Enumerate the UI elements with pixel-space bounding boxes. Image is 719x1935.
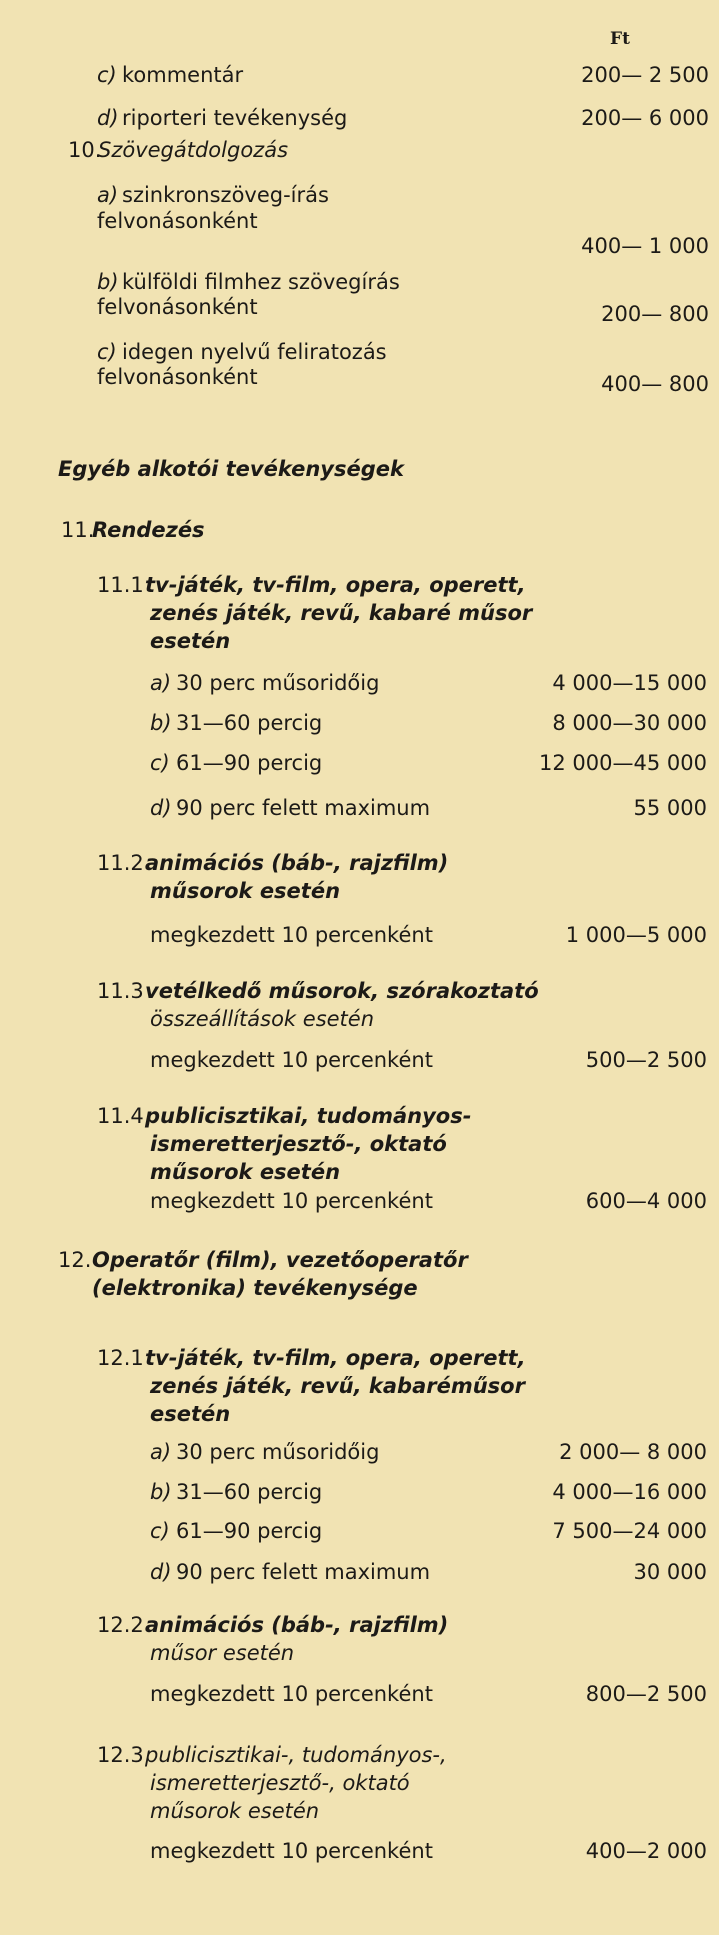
section-number: 11. xyxy=(61,518,95,542)
fee-range: 7 500—24 000 xyxy=(552,1519,707,1543)
subsection-title: esetén xyxy=(150,629,231,653)
fee-range: 2 000— 8 000 xyxy=(559,1440,707,1464)
section-title: Rendezés xyxy=(92,518,205,542)
fee-range: 1 000—5 000 xyxy=(565,923,707,947)
fee-range: 4 000—15 000 xyxy=(552,671,707,695)
subsection-title: zenés játék, revű, kabaréműsor xyxy=(150,1374,525,1398)
fee-range: 200— 800 xyxy=(601,302,709,326)
item-letter: d) xyxy=(150,1560,172,1584)
currency-header: Ft xyxy=(610,29,630,49)
subsection-number: 12.2 xyxy=(97,1613,144,1637)
item-letter: c) xyxy=(97,63,117,87)
subsection-title: műsor esetén xyxy=(150,1641,295,1665)
section-number: 10. xyxy=(68,138,102,162)
item-letter: d) xyxy=(97,106,119,130)
fee-range: 30 000 xyxy=(633,1560,707,1584)
item-text: 61—90 percig xyxy=(176,1519,323,1543)
section-number: 12. xyxy=(58,1248,92,1272)
fee-range: 200— 2 500 xyxy=(581,63,709,87)
item-text: megkezdett 10 percenként xyxy=(150,1682,433,1706)
item-letter: c) xyxy=(150,751,170,775)
fee-range: 12 000—45 000 xyxy=(539,751,707,775)
item-letter: b) xyxy=(150,711,172,735)
subsection-title: animációs (báb-, rajzfilm) xyxy=(145,1613,449,1637)
item-text: felvonásonként xyxy=(97,209,258,233)
item-text: idegen nyelvű feliratozás xyxy=(122,340,387,364)
section-title: Operatőr (film), vezetőoperatőr xyxy=(92,1248,468,1272)
item-letter: c) xyxy=(97,340,117,364)
subsection-title: műsorok esetén xyxy=(150,1799,320,1823)
subsection-number: 12.3 xyxy=(97,1743,144,1767)
fee-range: 200— 6 000 xyxy=(581,106,709,130)
subsection-title: publicisztikai, tudományos- xyxy=(145,1104,472,1128)
item-letter: a) xyxy=(97,183,119,207)
subsection-number: 11.4 xyxy=(97,1104,144,1128)
subsection-title: publicisztikai-, tudományos-, xyxy=(145,1743,447,1767)
subsection-title: tv-játék, tv-film, opera, operett, xyxy=(145,573,526,597)
subsection-title: zenés játék, revű, kabaré műsor xyxy=(150,601,533,625)
subsection-title: műsorok esetén xyxy=(150,1160,341,1184)
fee-range: 800—2 500 xyxy=(585,1682,707,1706)
subsection-number: 11.1 xyxy=(97,573,144,597)
subsection-number: 12.1 xyxy=(97,1346,144,1370)
subsection-title: ismeretterjesztő-, oktató xyxy=(150,1132,447,1156)
item-text: megkezdett 10 percenként xyxy=(150,923,433,947)
subsection-number: 11.3 xyxy=(97,979,144,1003)
item-text: 90 perc felett maximum xyxy=(176,796,431,820)
item-text: 61—90 percig xyxy=(176,751,323,775)
fee-range: 400—2 000 xyxy=(585,1839,707,1863)
subsection-title: vetélkedő műsorok, szórakoztató xyxy=(145,979,539,1003)
item-letter: b) xyxy=(150,1480,172,1504)
fee-range: 8 000—30 000 xyxy=(552,711,707,735)
item-text: 90 perc felett maximum xyxy=(176,1560,431,1584)
item-text: 31—60 percig xyxy=(176,1480,323,1504)
item-text: megkezdett 10 percenként xyxy=(150,1839,433,1863)
item-text: külföldi filmhez szövegírás xyxy=(122,270,400,294)
item-text: 30 perc műsoridőig xyxy=(176,1440,380,1464)
item-letter: a) xyxy=(150,671,172,695)
fee-range: 500—2 500 xyxy=(585,1048,707,1072)
item-text: szinkronszöveg-írás xyxy=(122,183,329,207)
fee-range: 55 000 xyxy=(633,796,707,820)
fee-range: 400— 1 000 xyxy=(581,234,709,258)
section-title: Szövegátdolgozás xyxy=(98,138,289,162)
item-text: megkezdett 10 percenként xyxy=(150,1189,433,1213)
item-letter: d) xyxy=(150,796,172,820)
subsection-title: összeállítások esetén xyxy=(150,1007,375,1031)
item-letter: a) xyxy=(150,1440,172,1464)
item-text: 31—60 percig xyxy=(176,711,323,735)
subsection-title: tv-játék, tv-film, opera, operett, xyxy=(145,1346,526,1370)
item-text: felvonásonként xyxy=(97,365,258,389)
fee-range: 600—4 000 xyxy=(585,1189,707,1213)
item-text: felvonásonként xyxy=(97,295,258,319)
item-text: riporteri tevékenység xyxy=(122,106,348,130)
item-text: megkezdett 10 percenként xyxy=(150,1048,433,1072)
item-text: 30 perc műsoridőig xyxy=(176,671,380,695)
subsection-title: esetén xyxy=(150,1402,231,1426)
item-letter: c) xyxy=(150,1519,170,1543)
item-letter: b) xyxy=(97,270,119,294)
item-text: kommentár xyxy=(122,63,244,87)
subsection-title: műsorok esetén xyxy=(150,879,341,903)
subsection-number: 11.2 xyxy=(97,851,144,875)
group-heading: Egyéb alkotói tevékenységek xyxy=(58,457,404,481)
subsection-title: animációs (báb-, rajzfilm) xyxy=(145,851,449,875)
fee-range: 400— 800 xyxy=(601,372,709,396)
subsection-title: ismeretterjesztő-, oktató xyxy=(150,1771,410,1795)
fee-range: 4 000—16 000 xyxy=(552,1480,707,1504)
section-title: (elektronika) tevékenysége xyxy=(92,1276,418,1300)
